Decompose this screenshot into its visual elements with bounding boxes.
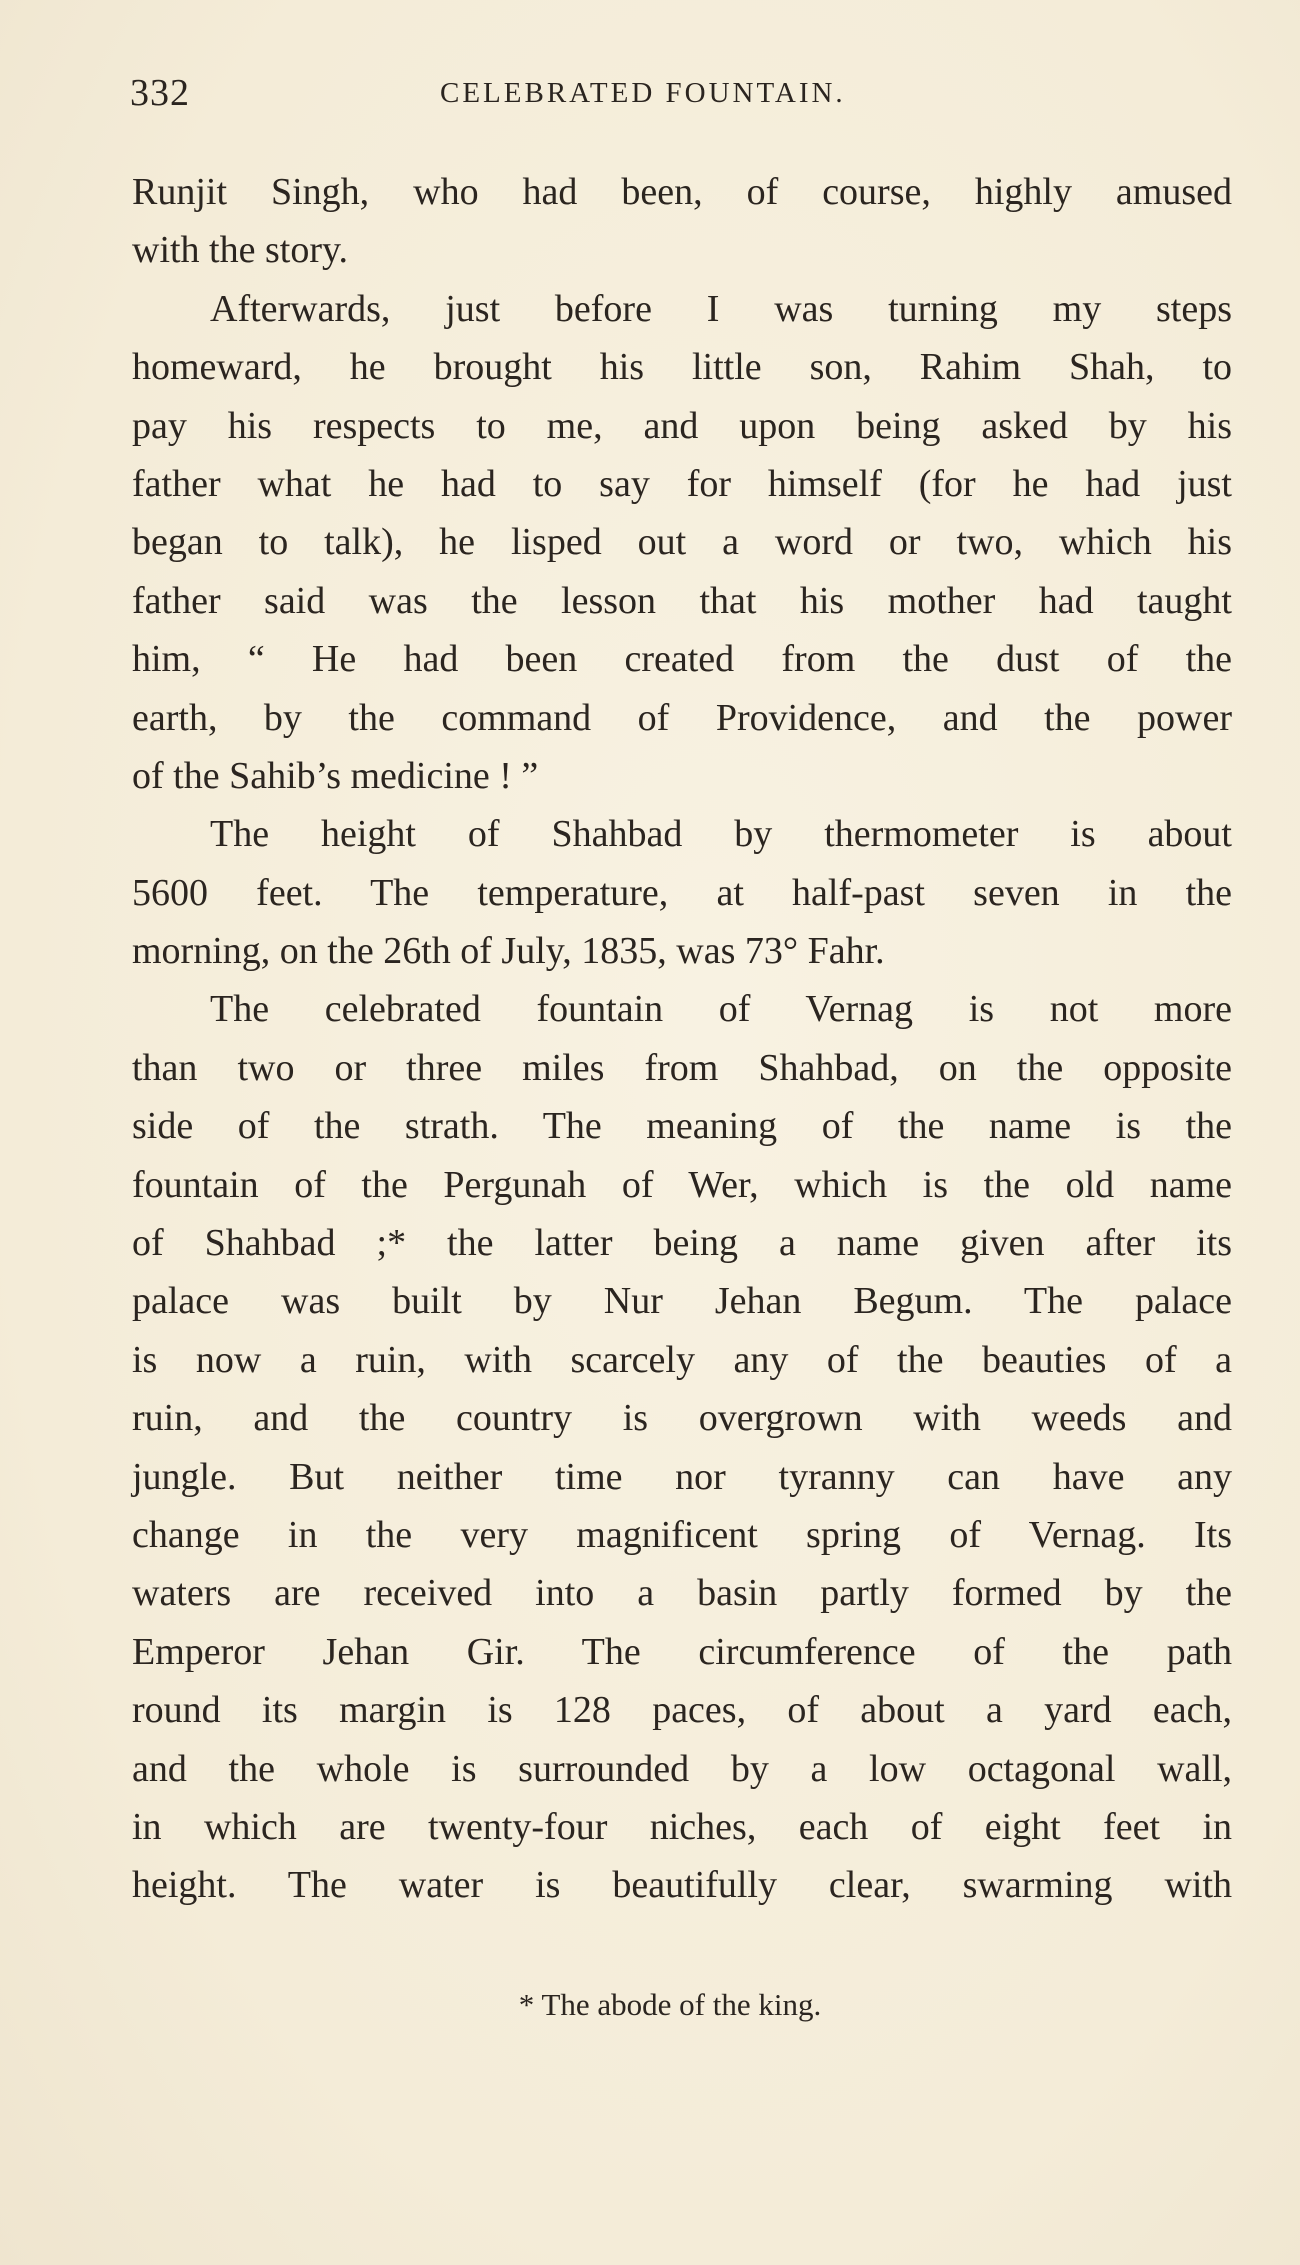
text-line: father said was the lesson that his mother had taught (132, 579, 1232, 622)
text-line: round its margin is 128 paces, of about a yard each, (132, 1689, 1232, 1732)
text-line: 5600 feet. The temperature, at half-past seven in the (132, 871, 1232, 914)
text-line: earth, by the command of Providence, and the power (132, 696, 1232, 739)
text-line: of Shahbad ;* the latter being a name given after its (132, 1222, 1232, 1265)
text-line: Afterwards, just before I was turning my steps (210, 287, 1232, 330)
text-line: father what he had to say for himself (for he had just (132, 462, 1232, 505)
text-line: pay his respects to me, and upon being asked by his (132, 404, 1232, 447)
text-line: and the whole is surrounded by a low octagonal wall, (132, 1747, 1232, 1790)
text-line: side of the strath. The meaning of the name is the (132, 1105, 1232, 1148)
text-line: morning, on the 26th of July, 1835, was 73° Fahr. (132, 930, 885, 973)
text-line: jungle. But neither time nor tyranny can have any (132, 1455, 1232, 1498)
text-line: is now a ruin, with scarcely any of the beauties of a (132, 1338, 1232, 1381)
text-line: in which are twenty-four niches, each of eight feet in (132, 1805, 1232, 1848)
text-line: with the story. (132, 229, 349, 272)
running-title: CELEBRATED FOUNTAIN. (440, 77, 846, 109)
page-number: 332 (130, 72, 190, 114)
text-line: palace was built by Nur Jehan Begum. The palace (132, 1280, 1232, 1323)
text-line: waters are received into a basin partly formed by the (132, 1572, 1232, 1615)
text-line: homeward, he brought his little son, Rahim Shah, to (132, 346, 1232, 389)
body-text (132, 163, 1232, 1915)
text-line: fountain of the Pergunah of Wer, which is the old name (132, 1163, 1232, 1206)
page-header (130, 68, 1230, 118)
text-line: change in the very magnificent spring of Vernag. Its (132, 1513, 1232, 1556)
text-line: began to talk), he lisped out a word or two, which his (132, 521, 1232, 564)
text-line: him, “ He had been created from the dust of the (132, 638, 1232, 681)
text-line: height. The water is beautifully clear, swarming with (132, 1864, 1232, 1907)
text-line: Runjit Singh, who had been, of course, highly amused (132, 171, 1232, 213)
text-line: Emperor Jehan Gir. The circumference of the path (132, 1630, 1232, 1673)
text-line: ruin, and the country is overgrown with weeds and (132, 1397, 1232, 1440)
text-line: of the Sahib’s medicine ! ” (132, 754, 539, 797)
text-line: than two or three miles from Shahbad, on the opposite (132, 1046, 1232, 1089)
text-line: The celebrated fountain of Vernag is not more (210, 988, 1232, 1031)
text-line: The height of Shahbad by thermometer is about (210, 813, 1232, 856)
footnote: * The abode of the king. (518, 1987, 822, 2022)
